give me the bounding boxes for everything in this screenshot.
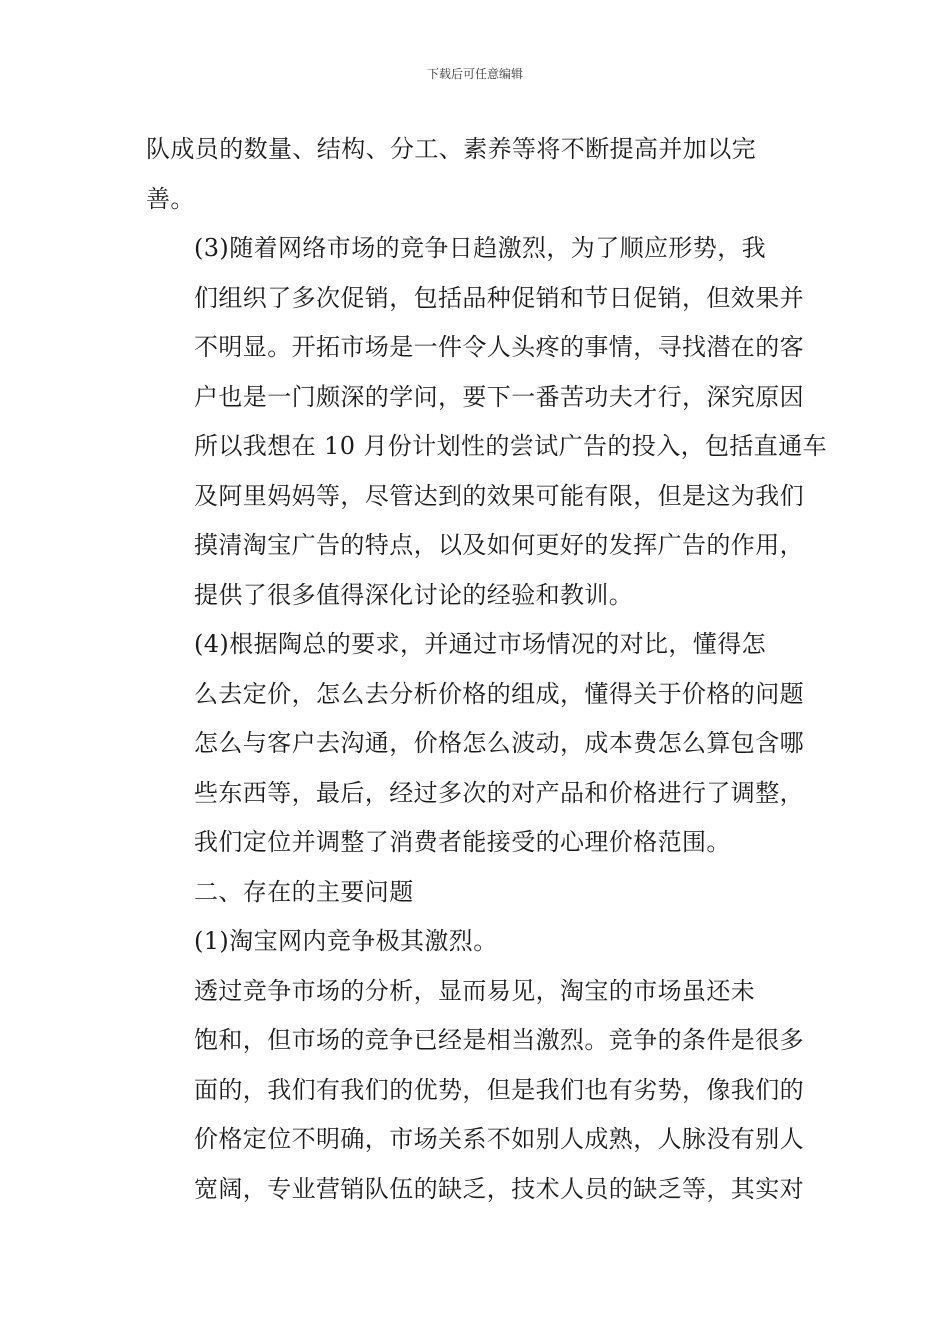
document-body [146,125,827,1214]
text-line: 摸清淘宝广告的特点，以及如何更好的发挥广告的作用， [194,531,804,559]
text-line: (1)淘宝网内竞争极其激烈。 [194,927,498,955]
text-line: 们组织了多次促销，包括品种促销和节日促销，但效果并 [194,283,804,312]
text-line: 我们定位并调整了消费者能接受的心理价格范围。 [194,828,731,856]
text-line: 善。 [146,184,195,213]
paragraph-market-analysis [146,967,808,1215]
text-line: 所以我想在 10 月份计划性的尝试广告的投入，包括直通车 [194,432,827,460]
text-line: 二、存在的主要问题 [194,877,414,906]
text-line: 面的，我们有我们的优势，但是我们也有劣势，像我们的 [194,1075,804,1104]
text-line: 些东西等，最后，经过多次的对产品和价格进行了调整， [194,778,804,807]
subheading-competition [146,917,808,967]
text-line: 户也是一门颇深的学问，要下一番苦功夫才行，深究原因 [194,382,804,411]
paragraph-promotion [146,224,827,620]
text-line: 饱和，但市场的竞争已经是相当激烈。竞争的条件是很多 [194,1026,804,1054]
paragraph-pricing [146,620,808,868]
text-line: 宽阔，专业营销队伍的缺乏，技术人员的缺乏等，其实对 [194,1174,804,1203]
page-header: 下载后可任意编辑 [426,67,523,81]
text-line: 提供了很多值得深化讨论的经验和教训。 [194,580,634,609]
text-line: (3)随着网络市场的竞争日趋激烈，为了顺应形势，我 [194,234,766,262]
text-line: 队成员的数量、结构、分工、素养等将不断提高并加以完 [146,135,756,163]
text-line: 怎么与客户去沟通，价格怎么波动，成本费怎么算包含哪 [194,729,804,757]
text-line: (4)根据陶总的要求，并通过市场情况的对比，懂得怎 [194,630,766,658]
text-line: 价格定位不明确，市场关系不如别人成熟，人脉没有别人 [194,1125,804,1153]
text-line: 透过竞争市场的分析，显而易见，淘宝的市场虽还未 [194,976,756,1005]
text-line: 及阿里妈妈等，尽管达到的效果可能有限，但是这为我们 [194,481,804,510]
text-line: 不明显。开拓市场是一件令人头疼的事情，寻找潜在的客 [194,333,804,361]
text-line: 么去定价，怎么去分析价格的组成，懂得关于价格的问题 [194,679,804,708]
paragraph-team-continued [146,125,808,224]
section-heading-main-problems [146,868,808,918]
